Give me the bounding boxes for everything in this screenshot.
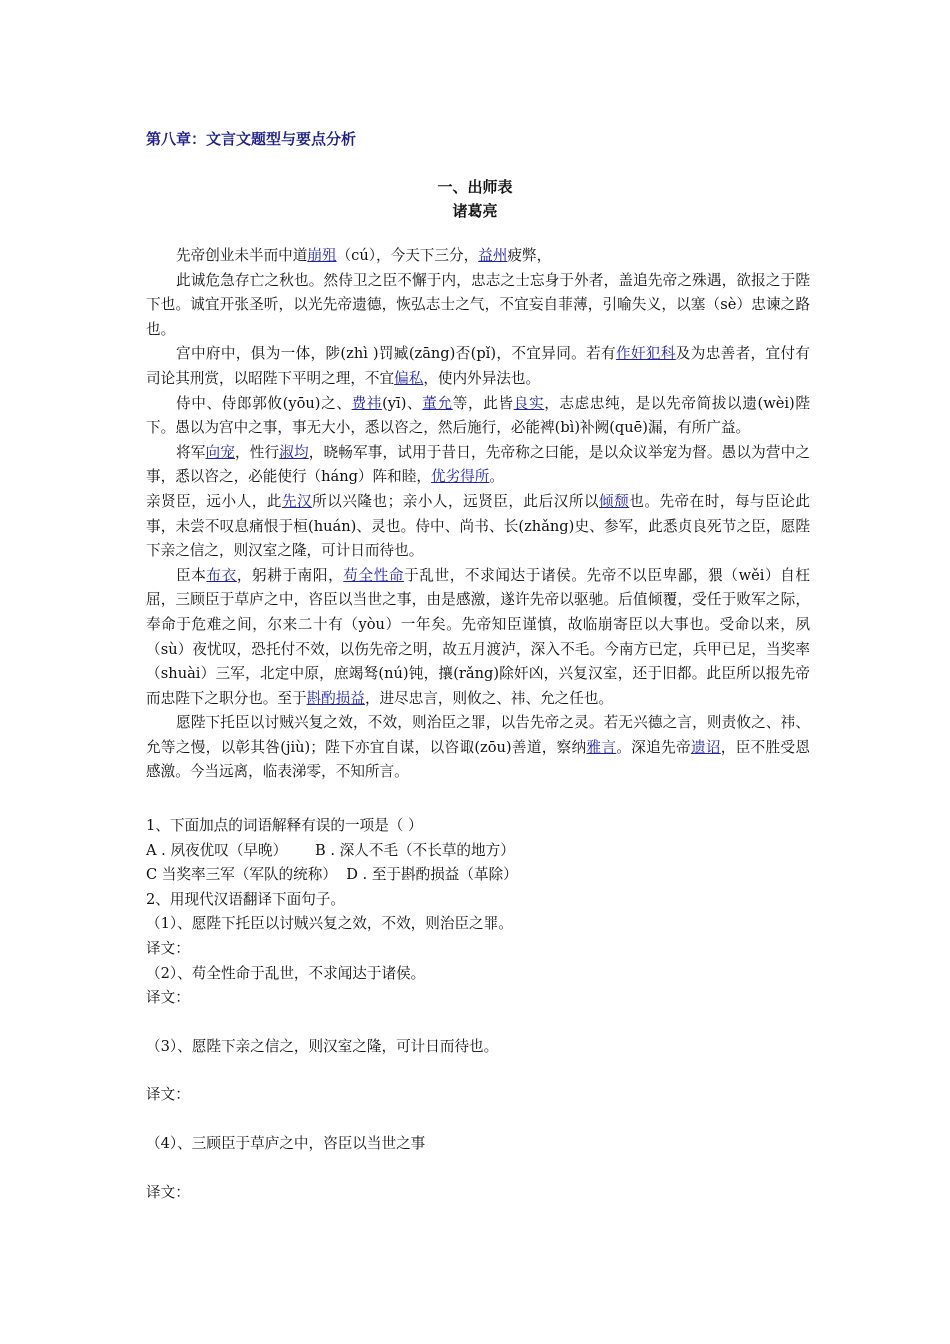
sentence-3: （3）、愿陛下亲之信之，则汉室之隆，可计日而待也。 (146, 1037, 499, 1055)
essay-paragraph (146, 269, 810, 343)
answer-label-3: 译文： (146, 1086, 190, 1104)
sentence-2: （2）、苟全性命于乱世，不求闻达于诸侯。 (146, 964, 426, 982)
paragraph-text: 疲弊， (507, 247, 552, 264)
questions-section (146, 814, 810, 1205)
term-link[interactable]: 董允 (422, 394, 453, 412)
paragraph-text: ，躬耕于南阳， (236, 566, 344, 584)
paragraph-text: 宫中府中，俱为一体，陟(zhì )罚臧(zāng)否(pǐ)，不宜异同。若有 (176, 345, 616, 363)
essay-paragraph (146, 392, 810, 441)
essay-paragraph (146, 711, 810, 785)
term-link[interactable]: 雅言 (586, 738, 617, 756)
question-1-options-ab: A . 夙夜优叹（早晚） B . 深人不毛（不长草的地方） (146, 841, 515, 859)
term-link[interactable]: 益州 (478, 247, 508, 264)
paragraph-text: ，志虑忠纯，是以先帝简拔以遗(wèi)陛下。愚以为宫中之事，事无大小，悉以咨之，然后施行，必能裨(bì)补阙(quē)漏，有所广益。 (146, 394, 810, 437)
answer-label-2: 译文： (146, 989, 190, 1007)
paragraph-text: 所以兴隆也；亲小人，远贤臣，此后汉所以 (312, 492, 600, 510)
paragraph-text: ，性行 (235, 443, 280, 461)
paragraph-text: 此诚危急存亡之秋也。然侍卫之臣不懈于内，忠志之士忘身于外者，盖追先帝之殊遇，欲报之于陛下也。诚宜开张圣听，以光先帝遗德，恢弘志士之气，不宜妄自菲薄，引喻失义，以塞（sè）忠谏之路也。 (146, 271, 810, 338)
essay-paragraph (146, 490, 810, 564)
chapter-title: 第八章：文言文题型与要点分析 (146, 130, 357, 148)
paragraph-text: ，臣不胜受恩感激。今当远离，临表涕零，不知所言。 (146, 738, 810, 781)
question-1-options-cd: C 当奖率三军（军队的统称） D . 至于斟酌损益（革除） (146, 866, 518, 884)
paragraph-text: 臣本 (176, 566, 207, 584)
paragraph-text: 。 (489, 468, 504, 486)
term-link[interactable]: 崩殂 (307, 247, 337, 264)
essay-paragraph (146, 244, 810, 269)
term-link[interactable]: 苟全性命 (343, 566, 405, 584)
term-link[interactable]: 淑均 (279, 443, 309, 461)
paragraph-text: ，晓畅军事，试用于昔日，先帝称之曰能，是以众议举宠为督。愚以为营中之事，悉以咨之，必能使行（háng）阵和睦， (146, 443, 810, 486)
paragraph-text: 及为忠善者，宜付有司论其刑赏，以昭陛下平明之理，不宜 (146, 345, 810, 387)
term-link[interactable]: 倾颓 (599, 492, 630, 510)
paragraph-text: 等，此皆 (452, 394, 514, 412)
term-link[interactable]: 良实 (513, 394, 545, 412)
paragraph-text: 于乱世，不求闻达于诸侯。先帝不以臣卑鄙，猥（wěi）自枉屈，三顾臣于草庐之中，咨臣以当世之事，由是感激，遂许先帝以驱驰。后值倾覆，受任于败军之际，奉命于危难之间，尔来二十有（yòu）一年矣。先帝知臣谨慎，故临崩寄臣以大事也。受命以来，夙（sù）夜忧叹，恐托付不效，以伤先帝之明，故五月渡泸，深入不毛。今南方已定，兵甲已足，当奖率（shuài）三军，北定中原，庶竭驽(nú)钝，攘(rǎng)除奸凶，兴复汉室，还于旧都。此臣所以报先帝而忠陛下之职分也。至于 (146, 566, 810, 707)
paragraph-text: ，进尽忠言，则攸之、祎、允之任也。 (364, 689, 614, 707)
answer-label-4: 译文： (146, 1183, 190, 1201)
term-link[interactable]: 斟酌损益 (306, 689, 365, 707)
paragraph-text: 愿陛下托臣以讨贼兴复之效，不效，则治臣之罪，以告先帝之灵。若无兴德之言，则责攸之、祎、允等之慢，以彰其咎(jiù)；陛下亦宜自谋，以咨诹(zōu)善道，察纳 (146, 714, 810, 756)
paragraph-text: 。深追先帝 (616, 738, 691, 756)
essay-paragraph (146, 564, 810, 712)
sentence-4: （4）、三顾臣于草庐之中，咨臣以当世之事 (146, 1134, 426, 1152)
term-link[interactable]: 布衣 (206, 566, 237, 584)
term-link[interactable]: 偏私 (394, 369, 424, 387)
paragraph-text: 也。先帝在时，每与臣论此事，未尝不叹息痛恨于桓(huán)、灵也。侍中、尚书、长(zhǎng)史、参军，此悉贞良死节之臣，愿陛下亲之信之，则汉室之隆，可计日而待也。 (146, 492, 810, 560)
paragraph-text: 先帝创业未半而中道 (176, 247, 308, 264)
term-link[interactable]: 作奸犯科 (616, 345, 676, 363)
term-link[interactable]: 遗诏 (690, 738, 721, 756)
answer-label-1: 译文： (146, 939, 190, 957)
essay-body (146, 244, 810, 785)
sentence-1: （1）、愿陛下托臣以讨贼兴复之效，不效，则治臣之罪。 (146, 915, 513, 933)
question-1: 1、下面加点的词语解释有误的一项是（ ） (146, 817, 423, 834)
term-link[interactable]: 费祎 (351, 394, 383, 412)
term-link[interactable]: 优劣得所 (430, 468, 490, 486)
term-link[interactable]: 向宠 (205, 443, 235, 461)
section-title: 一、出师表 (437, 178, 513, 196)
paragraph-text: (yī)、 (382, 394, 423, 412)
paragraph-text: （cú），今天下三分， (336, 247, 479, 264)
paragraph-text: 亲贤臣，远小人，此 (146, 492, 282, 510)
paragraph-text: 侍中、侍郎郭攸(yōu)之、 (176, 394, 352, 412)
paragraph-text: 将军 (176, 443, 206, 461)
essay-paragraph (146, 342, 810, 391)
essay-paragraph (146, 441, 810, 490)
question-2: 2、用现代汉语翻译下面句子。 (146, 890, 346, 908)
author-name: 诸葛亮 (452, 202, 498, 220)
term-link[interactable]: 先汉 (281, 492, 313, 510)
paragraph-text: ，使内外异法也。 (423, 369, 541, 387)
